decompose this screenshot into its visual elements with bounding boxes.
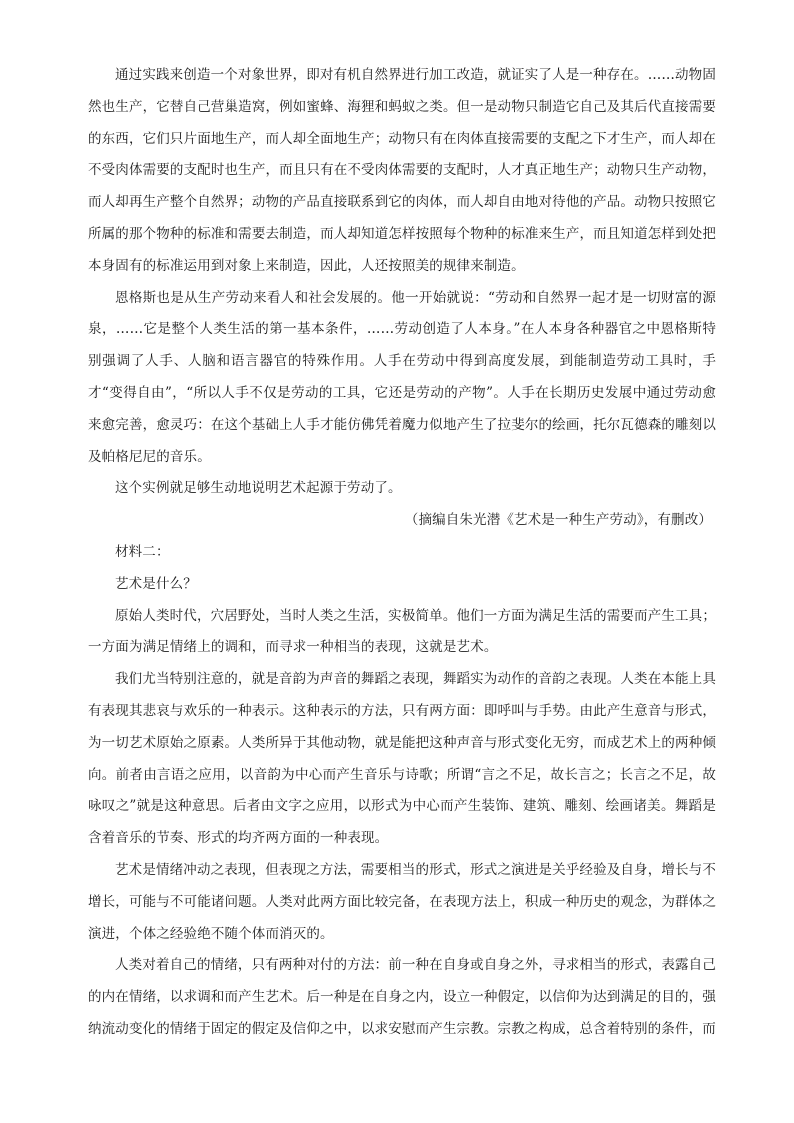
- document-page: [88, 60, 716, 1046]
- body-paragraph: 艺术是情绪冲动之表现，但表现之方法，需要相当的形式，形式之演进是关乎经验及自身，增长与不增长，可能与不可能诸问题。人类对此两方面比较完备，在表现方法上，积成一种历史的观念，为群体之演进，个体之经验绝不随个体而消灭的。: [88, 861, 716, 942]
- body-paragraph: 恩格斯也是从生产劳动来看人和社会发展的。他一开始就说：“劳动和自然界一起才是一切财富的源泉，……它是整个人类生活的第一基本条件，……劳动创造了人本身。”在人本身各种器官之中恩格斯特别强调了人手、人脑和语言器官的特殊作用。人手在劳动中得到高度发展，到能制造劳动工具时，手才“变得自由”，“所以人手不仅是劳动的工具，它还是劳动的产物”。人手在长期历史发展中通过劳动愈来愈完善，愈灵巧：在这个基础上人手才能仿佛凭着魔力似地产生了拉斐尔的绘画，托尔瓦德森的雕刻以及帕格尼尼的音乐。: [88, 289, 716, 465]
- body-paragraph: 原始人类时代，穴居野处，当时人类之生活，实极简单。他们一方面为满足生活的需要而产生工具；一方面为满足情绪上的调和，而寻求一种相当的表现，这就是艺术。: [88, 607, 716, 656]
- material-label: 材料二：: [115, 543, 170, 560]
- source-citation: （摘编自朱光潜《艺术是一种生产劳动》，有删改）: [404, 512, 712, 529]
- body-paragraph: 人类对着自己的情绪，只有两种对付的方法：前一种在自身或自身之外，寻求相当的形式，表露自己的内在情绪，以求调和而产生艺术。后一种是在自身之内，设立一种假定，以信仰为达到满足的目的，强纳流动变化的情绪于固定的假定及信仰之中，以求安慰而产生宗教。宗教之构成，总含着特别的条件，而: [88, 957, 716, 1037]
- body-paragraph: 我们尤当特别注意的，就是音韵为声音的舞蹈之表现，舞蹈实为动作的音韵之表现。人类在本能上具有表现其悲哀与欢乐的一种表示。这种表示的方法，只有两方面：即呼叫与手势。由此产生意音与形式，为一切艺术原始之原素。人类所异于其他动物，就是能把这种声音与形式变化无穷，而成艺术上的两种倾向。前者由言语之应用，以音韵为中心而产生音乐与诗歌；所谓“言之不足，故长言之；长言之不足，故咏叹之”就是这种意思。后者由文字之应用，以形式为中心而产生装饰、建筑、雕刻、绘画诸美。舞蹈是含着音乐的节奏、形式的均齐两方面的一种表现。: [88, 671, 716, 847]
- section-question: 艺术是什么？: [115, 575, 197, 592]
- body-paragraph: 这个实例就足够生动地说明艺术起源于劳动了。: [115, 480, 402, 497]
- body-paragraph: 通过实践来创造一个对象世界，即对有机自然界进行加工改造，就证实了人是一种存在。……动物固然也生产，它替自己营巢造窝，例如蜜蜂、海狸和蚂蚁之类。但一是动物只制造它自己及其后代直接需要的东西，它们只片面地生产，而人却全面地生产；动物只有在肉体直接需要的支配之下才生产，而人却在不受肉体需要的支配时也生产，而且只有在不受肉体需要的支配时，人才真正地生产；动物只生产动物，而人却再生产整个自然界；动物的产品直接联系到它的肉体，而人却自由地对待他的产品。动物只按照它所属的那个物种的标准和需要去制造，而人却知道怎样按照每个物种的标准来生产，而且知道怎样到处把本身固有的标准运用到对象上来制造，因此，人还按照美的规律来制造。: [88, 67, 716, 274]
